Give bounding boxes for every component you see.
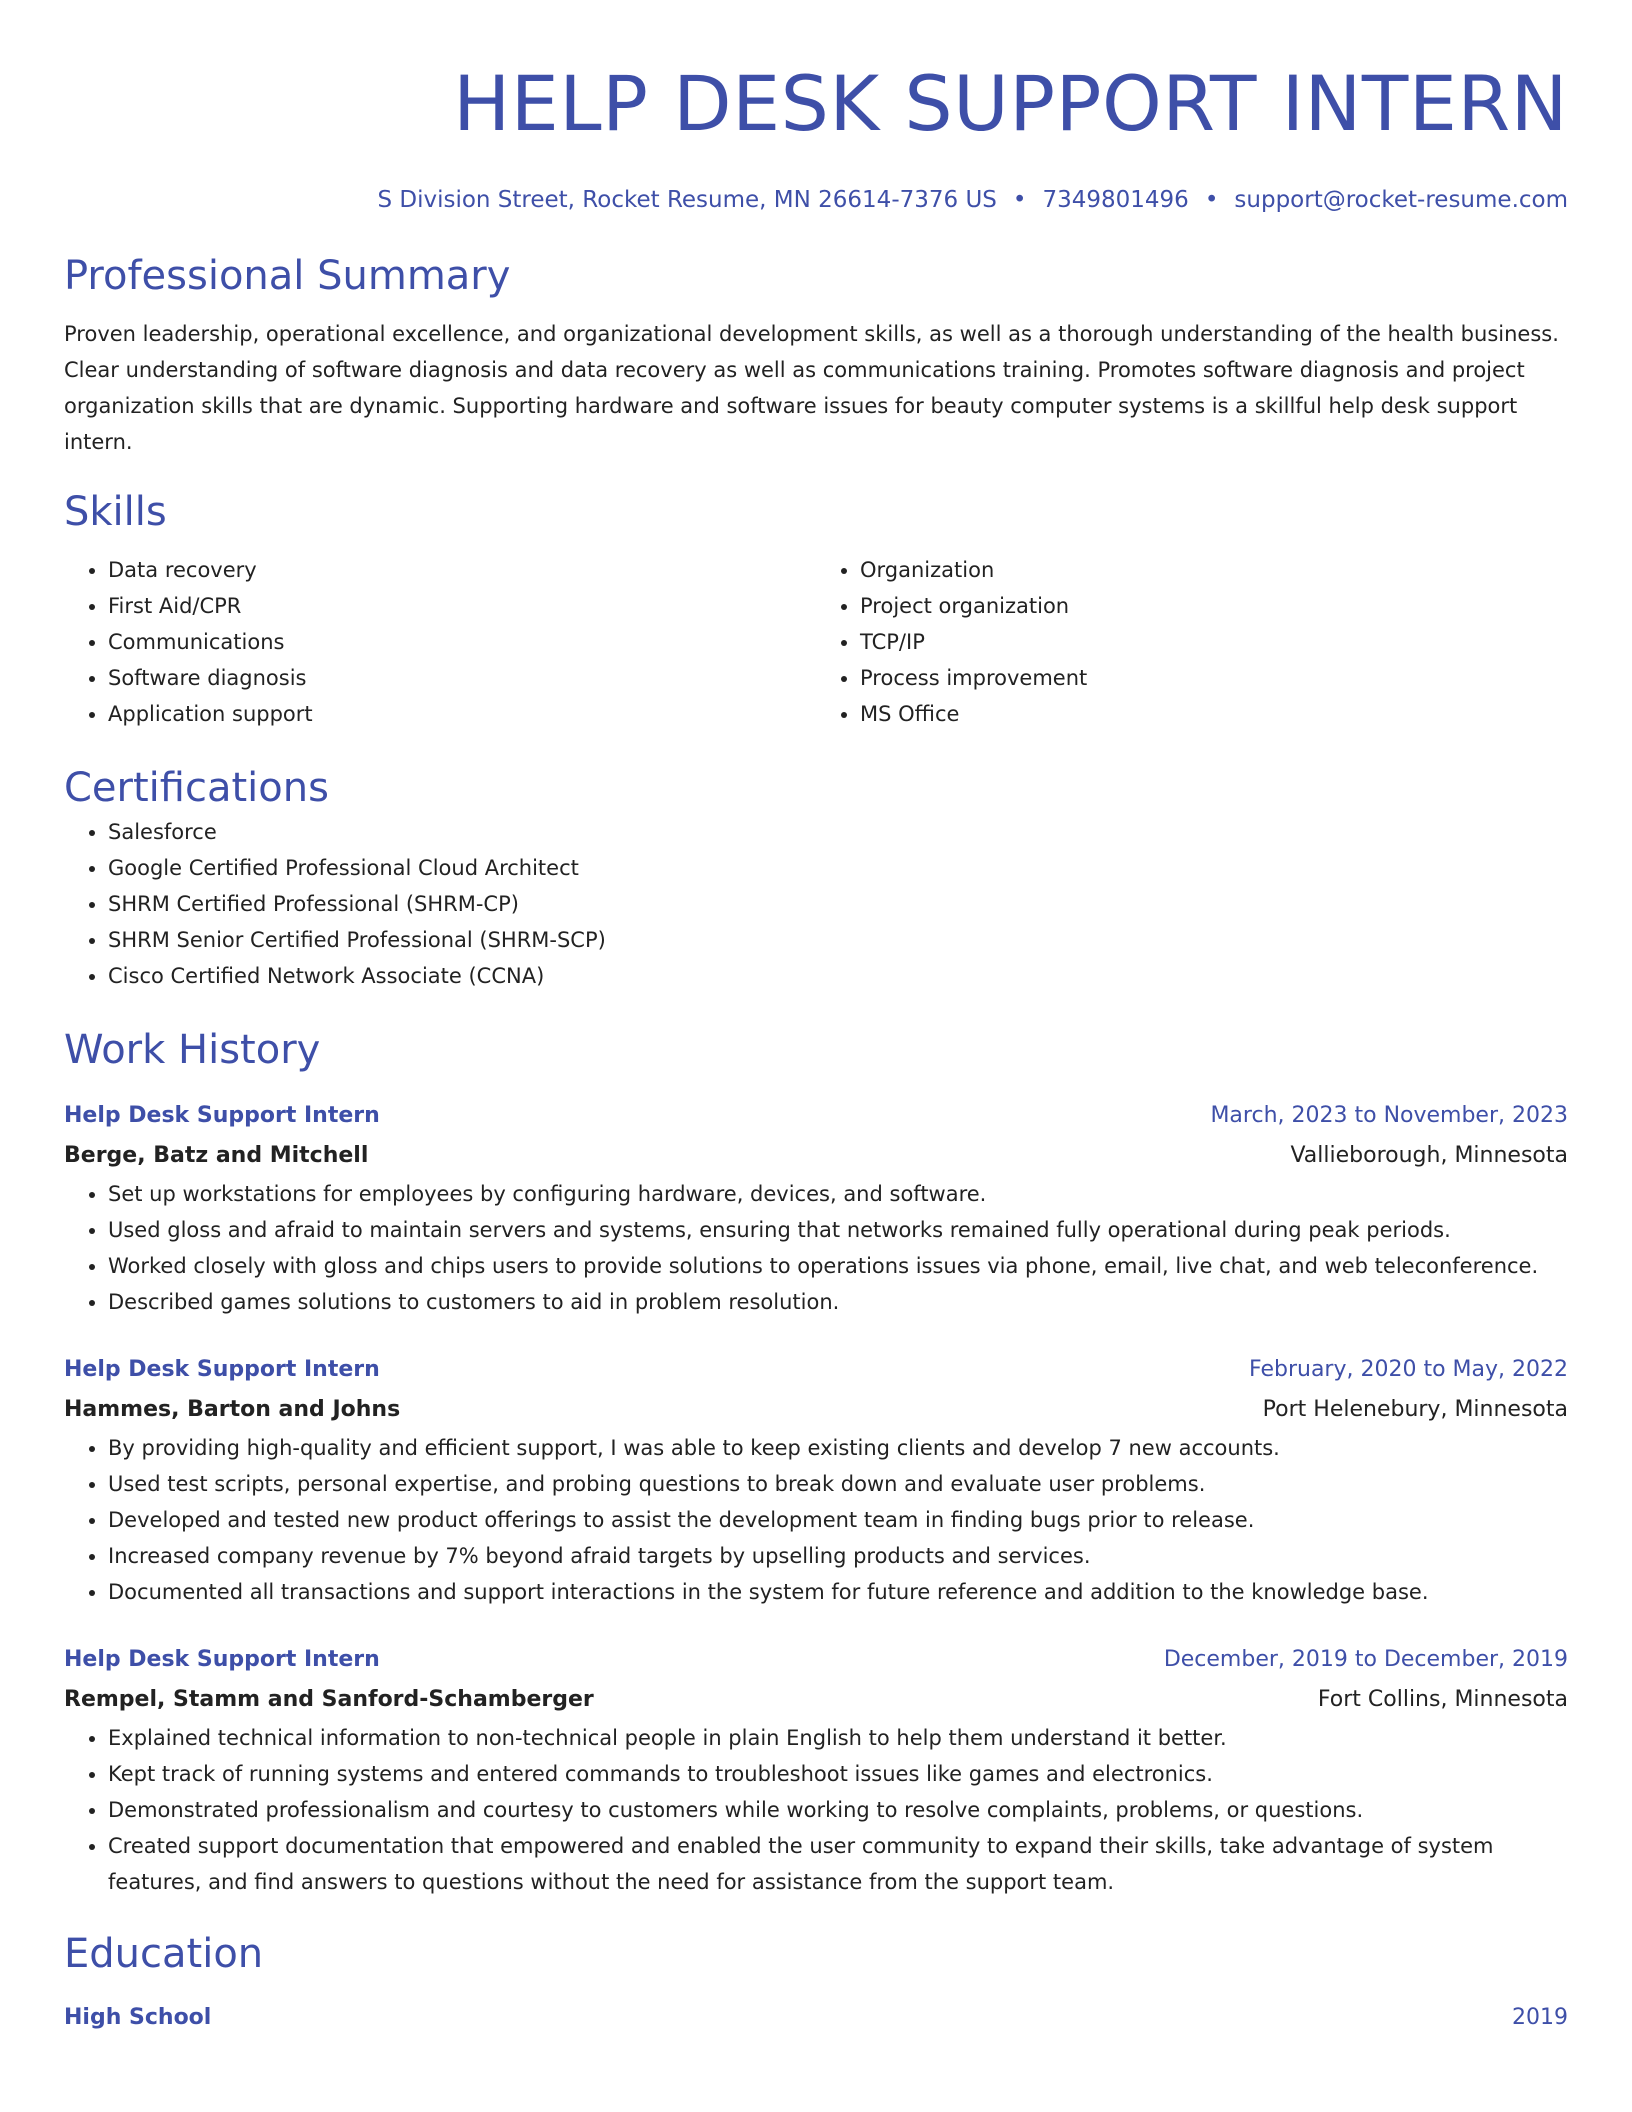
job-role: Help Desk Support Intern <box>64 1647 380 1672</box>
skills-heading: Skills <box>64 489 167 535</box>
skill-item: • Project organization <box>860 588 1568 624</box>
skill-item: • Organization <box>860 552 1568 588</box>
contact-phone: 7349801496 <box>1042 187 1189 213</box>
education-entry <box>64 1998 1568 2038</box>
job-company: Berge, Batz and Mitchell <box>64 1143 369 1168</box>
job-header <box>64 1350 1568 1390</box>
job-bullet: • Demonstrated professionalism and courtesy to customers while working to resolve complaints, problems, or questions. <box>108 1792 1568 1828</box>
contact-address: S Division Street, Rocket Resume, MN 26614-7376 US <box>377 187 997 213</box>
job-subheader <box>64 1390 1568 1430</box>
summary-heading: Professional Summary <box>64 253 511 299</box>
certifications-heading: Certifications <box>64 765 329 811</box>
job-dates: February, 2020 to May, 2022 <box>1249 1357 1568 1382</box>
resume-title: HELP DESK SUPPORT INTERN <box>453 59 1568 148</box>
contact-email[interactable]: support@rocket-resume.com <box>1234 187 1568 213</box>
job-bullet: • Increased company revenue by 7% beyond afraid targets by upselling products and services. <box>108 1538 1568 1574</box>
job-header <box>64 1640 1568 1680</box>
job-company: Rempel, Stamm and Sanford-Schamberger <box>64 1687 594 1712</box>
skill-item: • Data recovery <box>108 552 816 588</box>
job-location: Port Helenebury, Minnesota <box>1262 1397 1568 1422</box>
skill-item: • Process improvement <box>860 660 1568 696</box>
job-bullet: • Worked closely with gloss and chips users to provide solutions to operations issues via phone, email, live chat, and web teleconference. <box>108 1248 1568 1284</box>
job-bullet: • Set up workstations for employees by configuring hardware, devices, and software. <box>108 1176 1568 1212</box>
job-location: Vallieborough, Minnesota <box>1290 1143 1568 1168</box>
job-bullet: • Documented all transactions and support interactions in the system for future reference and addition to the knowledge base. <box>108 1574 1568 1610</box>
skills-list-left <box>64 552 816 732</box>
job-role: Help Desk Support Intern <box>64 1357 380 1382</box>
job-company: Hammes, Barton and Johns <box>64 1397 401 1422</box>
job-bullet: • Used gloss and afraid to maintain servers and systems, ensuring that networks remained fully operational during peak periods. <box>108 1212 1568 1248</box>
job-dates: March, 2023 to November, 2023 <box>1210 1103 1568 1128</box>
job-subheader <box>64 1136 1568 1176</box>
education-school: High School <box>64 2005 212 2030</box>
certifications-list <box>64 814 1568 994</box>
skill-item: • Communications <box>108 624 816 660</box>
job-bullet: • Kept track of running systems and entered commands to troubleshoot issues like games and electronics. <box>108 1756 1568 1792</box>
job-subheader <box>64 1680 1568 1720</box>
job-bullet: • Created support documentation that empowered and enabled the user community to expand their skills, take advantage of system features, and find answers to questions without the need for assistance from the support team. <box>108 1828 1568 1900</box>
contact-separator: • <box>1012 187 1027 213</box>
certification-item: • Google Certified Professional Cloud Architect <box>108 850 1568 886</box>
certification-item: • SHRM Senior Certified Professional (SHRM-SCP) <box>108 922 1568 958</box>
job-header <box>64 1096 1568 1136</box>
job-bullet: • Described games solutions to customers to aid in problem resolution. <box>108 1284 1568 1320</box>
education-year: 2019 <box>1512 2005 1568 2030</box>
job-bullet: • By providing high-quality and efficient support, I was able to keep existing clients and develop 7 new accounts. <box>108 1430 1568 1466</box>
job-dates: December, 2019 to December, 2019 <box>1163 1647 1568 1672</box>
job-bullet: • Used test scripts, personal expertise, and probing questions to break down and evaluate user problems. <box>108 1466 1568 1502</box>
skill-item: • MS Office <box>860 696 1568 732</box>
job-bullets <box>64 1720 1568 1900</box>
job-bullets <box>64 1176 1568 1320</box>
job-bullet: • Explained technical information to non-technical people in plain English to help them understand it better. <box>108 1720 1568 1756</box>
job-entry <box>64 1640 1568 1900</box>
skill-item: • TCP/IP <box>860 624 1568 660</box>
job-bullets <box>64 1430 1568 1610</box>
skill-item: • Application support <box>108 696 816 732</box>
summary-text: Proven leadership, operational excellence, and organizational development skills, as well as a thorough understanding of the health business. Clear understanding of software diagnosis and data recovery as well as communications training. Promotes software diagnosis and project organization skills that are dynamic. Supporting hardware and software issues for beauty computer systems is a skillful help desk support intern. <box>64 322 1559 454</box>
job-entry <box>64 1096 1568 1320</box>
skills-grid <box>64 552 1568 732</box>
education-heading: Education <box>64 1931 264 1977</box>
contact-separator: • <box>1204 187 1219 213</box>
work-history-heading: Work History <box>64 1027 321 1073</box>
skill-item: • Software diagnosis <box>108 660 816 696</box>
job-role: Help Desk Support Intern <box>64 1103 380 1128</box>
job-location: Fort Collins, Minnesota <box>1317 1687 1568 1712</box>
certification-item: • SHRM Certified Professional (SHRM-CP) <box>108 886 1568 922</box>
skill-item: • First Aid/CPR <box>108 588 816 624</box>
skills-list-right <box>816 552 1568 732</box>
job-bullet: • Developed and tested new product offerings to assist the development team in finding bugs prior to release. <box>108 1502 1568 1538</box>
job-entry <box>64 1350 1568 1610</box>
certification-item: • Cisco Certified Network Associate (CCNA) <box>108 958 1568 994</box>
certification-item: • Salesforce <box>108 814 1568 850</box>
contact-line <box>64 184 1568 216</box>
